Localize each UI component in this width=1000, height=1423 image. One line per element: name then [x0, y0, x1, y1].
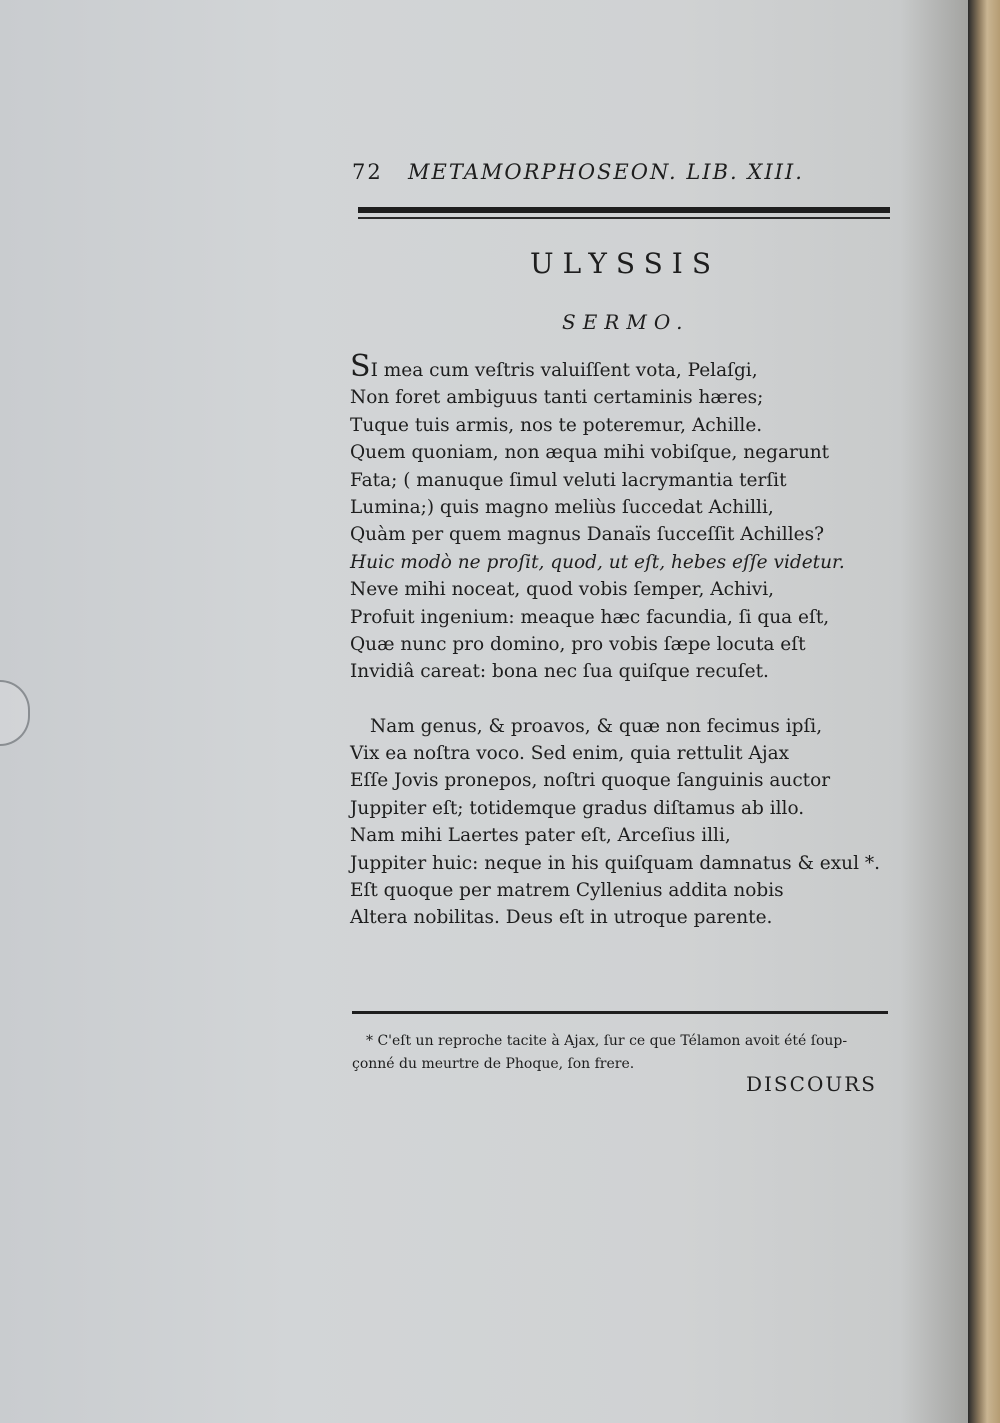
section-subtitle: SERMO. — [562, 310, 690, 334]
header-rule-thick — [358, 207, 890, 213]
running-head-text: METAMORPHOSEON. LIB. XIII. — [408, 160, 804, 184]
verse-line: Tuque tuis armis, nos te poteremur, Achille. — [350, 414, 763, 436]
footnote-line: çonné du meurtre de Phoque, ſon frere. — [352, 1056, 635, 1072]
verse-line: Invidiâ careat: bona nec ſua quiſque recuſet. — [350, 661, 769, 683]
verse-line: Eſſe Jovis pronepos, noſtri quoque ſanguinis auctor — [350, 770, 831, 792]
verse-line: Quàm per quem magnus Danaïs ſucceſſit Achilles? — [350, 524, 824, 546]
verse-line: Fata; ( manuque ſimul veluti lacrymantia terſit — [350, 469, 787, 491]
stanza-gap — [350, 686, 890, 713]
verse-line: Altera nobilitas. Deus eſt in utroque parente. — [350, 907, 773, 929]
header-rule-thin — [358, 217, 890, 219]
drop-cap: S — [350, 349, 371, 384]
footnote-rule — [352, 1011, 888, 1014]
verse-line: Profuit ingenium: meaque hæc facundia, ſi qua eſt, — [350, 606, 830, 628]
verse-line — [350, 349, 890, 384]
verse-block — [350, 349, 890, 932]
verse-line: Non foret ambiguus tanti certaminis hæres; — [350, 387, 764, 409]
verse-line: Lumina;) quis magno meliùs ſuccedat Achilli, — [350, 496, 774, 518]
verse-line: Neve mihi noceat, quod vobis ſemper, Achivi, — [350, 579, 775, 601]
adjacent-page-edge — [968, 0, 1000, 1423]
verse-text: I mea cum veſtris valuiſſent vota, Pelaſgi, — [370, 360, 758, 381]
footnote — [352, 1030, 892, 1076]
verse-line: Vix ea noſtra voco. Sed enim, quia rettulit Ajax — [350, 743, 790, 765]
footnote-line: * C'eſt un reproche tacite à Ajax, ſur ce que Télamon avoit été ſoup- — [366, 1033, 848, 1049]
verse-line: Nam mihi Laertes pater eſt, Arceſius illi, — [350, 825, 731, 847]
verse-line: Quæ nunc pro domino, pro vobis ſæpe locuta eſt — [350, 633, 806, 655]
verse-text-italic: Huic modò ne proſit, quod, ut eſt, hebes eſſe videtur. — [350, 551, 845, 573]
running-head — [352, 160, 892, 190]
verse-line: Nam genus, & proavos, & quæ non fecimus ipſi, — [370, 715, 823, 737]
clip-mark — [0, 680, 30, 746]
page-gutter-shadow — [900, 0, 968, 1423]
verse-line — [350, 549, 890, 576]
page-number: 72 — [352, 160, 383, 184]
catchword: DISCOURS — [746, 1072, 877, 1096]
verse-line: Eſt quoque per matrem Cyllenius addita nobis — [350, 880, 784, 902]
verse-line: Quem quoniam, non æqua mihi vobiſque, negarunt — [350, 442, 830, 464]
verse-line: Juppiter huic: neque in his quiſquam damnatus & exul *. — [350, 852, 881, 874]
verse-line: Juppiter eſt; totidemque gradus diſtamus ab illo. — [350, 797, 805, 819]
section-title: ULYSSIS — [530, 247, 720, 280]
